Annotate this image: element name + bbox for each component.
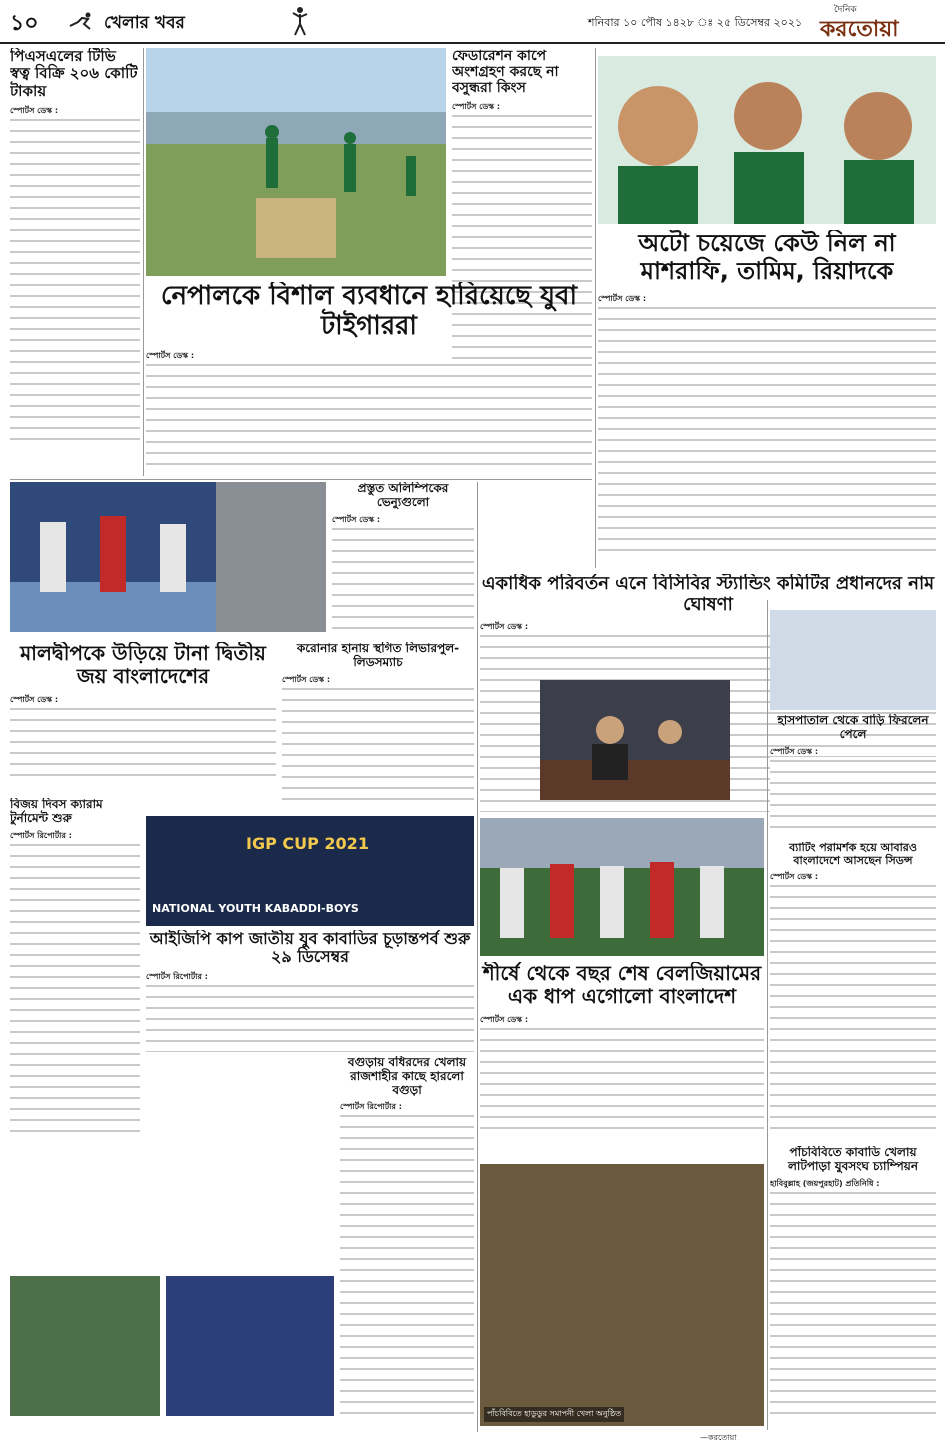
- photo-pele: [770, 610, 936, 710]
- story-dateline: স্পোর্টস ডেস্ক :: [480, 1015, 529, 1024]
- story-dateline: স্পোর্টস রিপোর্টার :: [146, 971, 208, 981]
- story-nepal: [146, 282, 592, 476]
- story-headline: শীর্ষে থেকে বছর শেষ বেলজিয়ামের এক ধাপ এগোলো বাংলাদেশ: [482, 962, 762, 1008]
- page-header: [0, 0, 945, 44]
- story-auto-choice: [598, 230, 936, 568]
- photo-football-team: [480, 818, 764, 956]
- story-belgium: [480, 962, 764, 1158]
- story-hospital: [770, 714, 936, 838]
- story-dateline: স্পোর্টস ডেস্ক :: [770, 872, 819, 882]
- story-dateline: স্পোর্টস রিপোর্টার :: [10, 830, 72, 840]
- story-olympic: [332, 482, 474, 642]
- story-dateline: স্পোর্টস রিপোর্টার :: [340, 1102, 402, 1112]
- story-dateline: স্পোর্টস ডেস্ক :: [770, 746, 819, 756]
- story-batting: [770, 842, 936, 1142]
- igp-banner: IGP CUP 2021: [246, 834, 369, 853]
- story-corona: [282, 642, 474, 810]
- story-dateline: স্পোর্টস ডেস্ক :: [282, 674, 331, 684]
- story-headline: ব্যাটিং পরামর্শক হয়ে আবারও বাংলাদেশে আসছেন সিডন্স: [789, 842, 917, 867]
- photo-igp-cup: [146, 816, 474, 926]
- story-headline: করোনার হানায় স্থগিত লিভারপুল-লিডসম্যাচ: [296, 642, 460, 669]
- story-dateline: স্পোর্টস ডেস্ক :: [452, 102, 501, 112]
- story-dateline: হাবিবুল্লাহ (জয়পুরহাট) প্রতিনিধি :: [770, 1178, 880, 1188]
- story-igp: [146, 930, 474, 1054]
- story-headline: হাসপাতাল থেকে বাড়ি ফিরলেন পেলে: [777, 714, 929, 741]
- column-rule: [767, 600, 768, 1430]
- photo-bcb-press: [540, 680, 730, 800]
- igp-sub: NATIONAL YOUTH KABADDI-BOYS: [152, 902, 359, 915]
- photo-volleyball-match: [216, 482, 326, 632]
- masthead-label: দৈনিক: [834, 5, 857, 15]
- photo-award-ceremony: [10, 1276, 160, 1416]
- story-headline: অটো চয়েজে কেউ নিল না মাশরাফি, তামিম, রিয়াদকে: [638, 230, 896, 285]
- story-dateline: স্পোর্টস ডেস্ক :: [146, 350, 195, 360]
- story-headline: আইজিপি কাপ জাতীয় যুব কাবাডির চূড়ান্তপর্ব শুরু ২৯ ডিসেম্বর: [149, 930, 471, 967]
- photo-football-squad: [166, 1276, 334, 1416]
- story-kabaddi: [770, 1146, 936, 1438]
- kabaddi-credit: —করতোয়া: [700, 1433, 737, 1442]
- story-maldives: [10, 642, 276, 792]
- story-bogura: [340, 1056, 474, 1436]
- story-dateline: স্পোর্টস ডেস্ক :: [10, 695, 59, 704]
- kabaddi-caption: পাঁচবিবিতে হাডুডুর সমাপনী খেলা অনুষ্ঠিত: [484, 1407, 624, 1422]
- story-dateline: স্পোর্টস ডেস্ক :: [332, 514, 381, 524]
- column-rule: [143, 48, 144, 476]
- story-headline: একাধিক পরিবর্তন এনে বিসিবির স্ট্যান্ডিং কমিটির প্রধানদের নাম ঘোষণা: [481, 574, 935, 615]
- story-headline: বিজয় দিবস ক্যারাম টুর্নামেন্ট শুরু: [10, 798, 103, 825]
- story-headline: পিএসএলের টিভি স্বত্ব বিক্রি ২০৬ কোটি টাকায়: [10, 48, 138, 100]
- story-psl: [10, 48, 140, 476]
- masthead-logo: করতোয়া: [820, 16, 899, 42]
- story-headline: মালদ্বীপকে উড়িয়ে টানা দ্বিতীয় জয় বাংলাদেশের: [20, 642, 266, 688]
- story-headline: ফেডারেশন কাপে অংশগ্রহণ করছে না বসুন্ধরা কিংস: [452, 48, 559, 97]
- story-headline: নেপালকে বিশাল ব্যবধানে হারিয়েছে যুবা টাইগাররা: [160, 282, 578, 341]
- story-headline: পাঁচবিবিতে কাবাডি খেলায় লাটপাড়া যুবসংঘ চ্যাম্পিয়ন: [787, 1146, 919, 1173]
- photo-cricket-batting: [146, 48, 446, 276]
- story-dateline: স্পোর্টস ডেস্ক :: [10, 105, 59, 115]
- runner-icon: [68, 12, 94, 30]
- story-headline: প্রস্তুত অলিম্পিকের ভেন্যুগুলো: [357, 482, 449, 509]
- story-vijay: [10, 798, 140, 1154]
- column-rule: [595, 48, 596, 568]
- section-title: খেলার খবর: [104, 13, 185, 33]
- story-dateline: স্পোর্টস ডেস্ক :: [480, 622, 529, 632]
- page-number: ১০: [10, 11, 39, 36]
- photo-kabaddi-crowd: [480, 1164, 764, 1426]
- column-rule: [477, 482, 478, 1432]
- header-date: শনিবার ১০ পৌষ ১৪২৮ ঃ ২৫ ডিসেম্বর ২০২১: [588, 16, 803, 29]
- row-rule: [10, 479, 592, 480]
- story-headline: বগুড়ায় বধিরদের খেলায় রাজশাহীর কাছে হারলো বগুড়া: [347, 1056, 467, 1097]
- story-dateline: স্পোর্টস ডেস্ক :: [598, 294, 647, 304]
- boxer-icon: [290, 6, 310, 36]
- photo-players-portraits: [598, 56, 936, 224]
